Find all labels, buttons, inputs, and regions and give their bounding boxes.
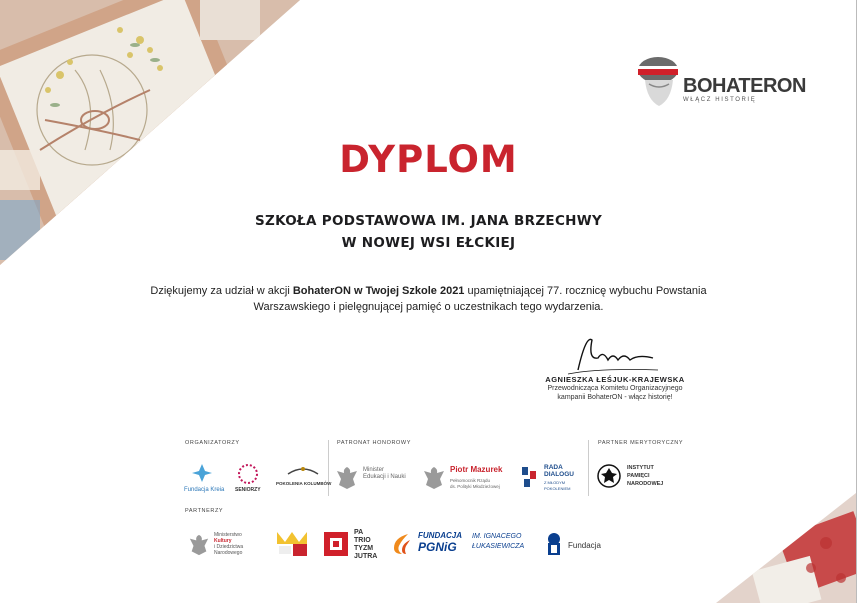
patriotyzm-jutra-logo [322, 530, 350, 558]
signer-name: AGNIESZKA ŁEŚJUK-KRAJEWSKA [545, 375, 685, 384]
orlen-fundacja-logo [543, 531, 565, 557]
rada-line1: RADA [544, 464, 563, 471]
pgnig-line2: PGNiG [418, 540, 457, 554]
patronage-label: PATRONAT HONOROWY [337, 440, 411, 446]
pgnig-flame-icon [388, 530, 414, 556]
mazurek-role1: Pełnomocnik Rządu [450, 478, 491, 483]
pt-line1: PA [354, 529, 364, 536]
logo-wordmark: BOHATERON [683, 75, 806, 97]
fundacja-label: Fundacja [568, 541, 601, 550]
diploma-title: DYPLOM [339, 138, 518, 181]
mkidn-line3: i Dziedzictwa [214, 544, 244, 550]
thanks-line2: Warszawskiego i pielęgnującej pamięć o uczestnikach tego wydarzenia. [253, 301, 604, 313]
thanks-suffix: upamiętniającej 77. rocznicę wybuchu Powstania [464, 285, 707, 297]
rada-dialogu-logo [520, 465, 540, 489]
mkidn-line4: Narodowego [214, 550, 243, 556]
school-name-line1: SZKOŁA PODSTAWOWA IM. JANA BRZECHWY [254, 213, 603, 229]
pt-line2: TRIO [354, 537, 371, 544]
minister-line1: Minister [363, 467, 385, 473]
polish-eagle-icon [335, 465, 359, 491]
rada-line4: POKOLENIEM [544, 486, 571, 491]
pt-line4: JUTRA [354, 553, 378, 560]
campaign-name: BohaterON w Twojej Szkole 2021 [292, 285, 465, 297]
ipn-emblem-icon [596, 463, 622, 489]
pgnig-line4: ŁUKASIEWICZA [472, 543, 525, 550]
rada-line2: DIALOGU [544, 471, 574, 478]
pt-line3: TYZM [354, 545, 374, 552]
thanks-text [0, 283, 857, 315]
thanks-line1 [0, 283, 857, 299]
divider [588, 440, 589, 496]
pgnig-line3: IM. IGNACEGO [472, 533, 522, 540]
fundacja-kreia-logo [190, 462, 214, 484]
logo-tagline: WŁĄCZ HISTORIĘ [683, 97, 757, 103]
signer-role-line2: kampanii BohaterON - włącz historię! [557, 394, 673, 401]
rada-line3: Z MŁODYM [544, 480, 566, 485]
pgnig-line1: FUNDACJA [418, 531, 462, 540]
seniorzy-label: SENIORZY [235, 487, 261, 493]
pokolenia-kolumbow-label: POKOLENIA KOLUMBÓW [276, 481, 332, 486]
pokolenia-kolumbow-logo [283, 464, 323, 478]
school-name [0, 210, 857, 254]
seniorzy-logo [236, 462, 260, 486]
school-name-line2: W NOWEJ WSI EŁCKIEJ [341, 235, 516, 251]
mkidn-line1: Ministerstwo [214, 532, 242, 538]
mazurek-name: Piotr Mazurek [450, 465, 503, 474]
thanks-prefix: Dziękujemy za udział w akcji [150, 285, 293, 297]
partners-label: PARTNERZY [185, 508, 224, 514]
ipn-line3: NARODOWEJ [627, 481, 664, 487]
organizers-label: ORGANIZATORZY [185, 440, 240, 446]
minister-line2: Edukacji i Nauki [363, 474, 406, 480]
ipn-line2: PAMIĘCI [627, 473, 650, 479]
signer-block [500, 375, 730, 402]
signer-role-line1: Przewodnicząca Komitetu Organizacyjnego [547, 385, 683, 392]
partner-merit-label: PARTNER MERYTORYCZNY [598, 440, 684, 446]
ipn-line1: INSTYTUT [627, 465, 654, 471]
handwritten-signature [558, 330, 668, 378]
divider [328, 440, 329, 496]
polish-eagle-icon [188, 533, 210, 557]
decorative-corner-bottom-right [716, 493, 856, 603]
mkidn-line2: Kultury [214, 538, 232, 544]
mazurek-role2: ds. Polityki Młodzieżowej [450, 484, 500, 489]
muzeum-historii-polski-logo [275, 528, 309, 558]
polish-eagle-icon [422, 465, 446, 491]
fundacja-kreia-label: Fundacja Kreia [184, 487, 225, 493]
